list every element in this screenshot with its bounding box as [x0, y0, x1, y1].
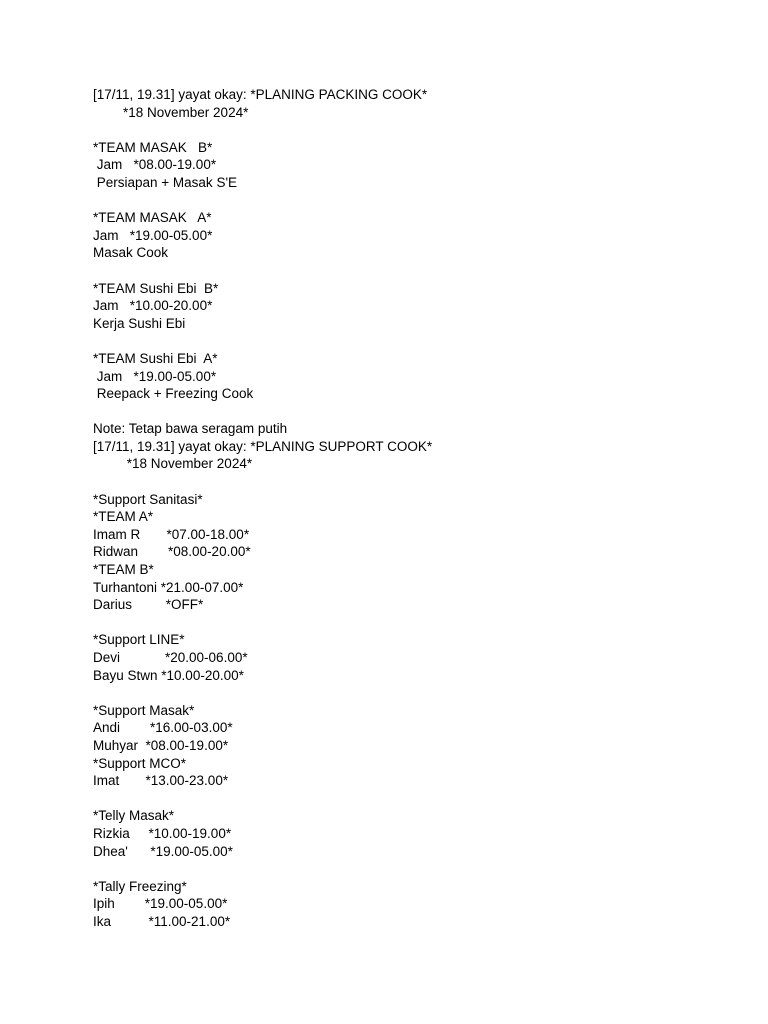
text-line: [93, 684, 728, 702]
text-line: [93, 192, 728, 210]
text-line: Jam *08.00-19.00*: [93, 157, 217, 173]
text-line: *TEAM Sushi Ebi A*: [93, 350, 218, 366]
text-line: Ika *11.00-21.00*: [93, 913, 231, 929]
text-line: [93, 473, 728, 491]
text-line: Imat *13.00-23.00*: [93, 773, 229, 789]
text-line: Devi *20.00-06.00*: [93, 650, 248, 665]
text-line: Imam R *07.00-18.00*: [93, 526, 250, 542]
text-line: *TEAM MASAK A*: [93, 210, 212, 226]
text-line: [17/11, 19.31] yayat okay: *PLANING PACKING COOK*: [93, 87, 428, 102]
text-line: [93, 121, 728, 139]
text-line: Rizkia *10.00-19.00*: [93, 825, 232, 841]
text-line: *TEAM Sushi Ebi B*: [93, 280, 219, 296]
text-line: Note: Tetap bawa seragam putih: [93, 421, 288, 437]
text-line: Masak Cook: [93, 245, 169, 261]
text-line: Reepack + Freezing Cook: [93, 386, 254, 402]
text-line: Ridwan *08.00-20.00*: [93, 544, 251, 560]
text-line: [17/11, 19.31] yayat okay: *PLANING SUPPORT COOK*: [93, 438, 433, 454]
text-line: Dhea' *19.00-05.00*: [93, 843, 233, 859]
text-line: *Support Sanitasi*: [93, 491, 203, 507]
text-line: *Support MCO*: [93, 755, 187, 771]
text-line: Bayu Stwn *10.00-20.00*: [93, 667, 244, 683]
text-line: [93, 332, 728, 350]
text-line: *Telly Masak*: [93, 808, 175, 824]
text-line: Turhantoni *21.00-07.00*: [93, 579, 244, 595]
text-line: Persiapan + Masak S'E: [93, 174, 238, 190]
text-line: [93, 790, 728, 808]
text-line: *Tally Freezing*: [93, 878, 187, 894]
text-line: Darius *OFF*: [93, 597, 204, 613]
text-line: [93, 262, 728, 280]
text-line: Jam *19.00-05.00*: [93, 368, 217, 384]
text-line: *Support Masak*: [93, 702, 195, 718]
text-line: Muhyar *08.00-19.00*: [93, 737, 229, 753]
text-line: *TEAM MASAK B*: [93, 139, 213, 155]
text-line: [93, 860, 728, 878]
text-line: Jam *19.00-05.00*: [93, 227, 213, 243]
text-line: *Support LINE*: [93, 632, 185, 648]
text-line: *TEAM A*: [93, 509, 154, 525]
text-line: Jam *10.00-20.00*: [93, 298, 213, 314]
document-body: [93, 86, 728, 931]
text-line: Ipih *19.00-05.00*: [93, 896, 228, 912]
text-line: Andi *16.00-03.00*: [93, 720, 233, 736]
text-line: *TEAM B*: [93, 562, 154, 578]
text-line: Kerja Sushi Ebi: [93, 315, 186, 331]
text-line: *18 November 2024*: [93, 104, 249, 120]
text-line: [93, 614, 728, 632]
text-line: *18 November 2024*: [93, 456, 253, 472]
text-line: [93, 403, 728, 421]
